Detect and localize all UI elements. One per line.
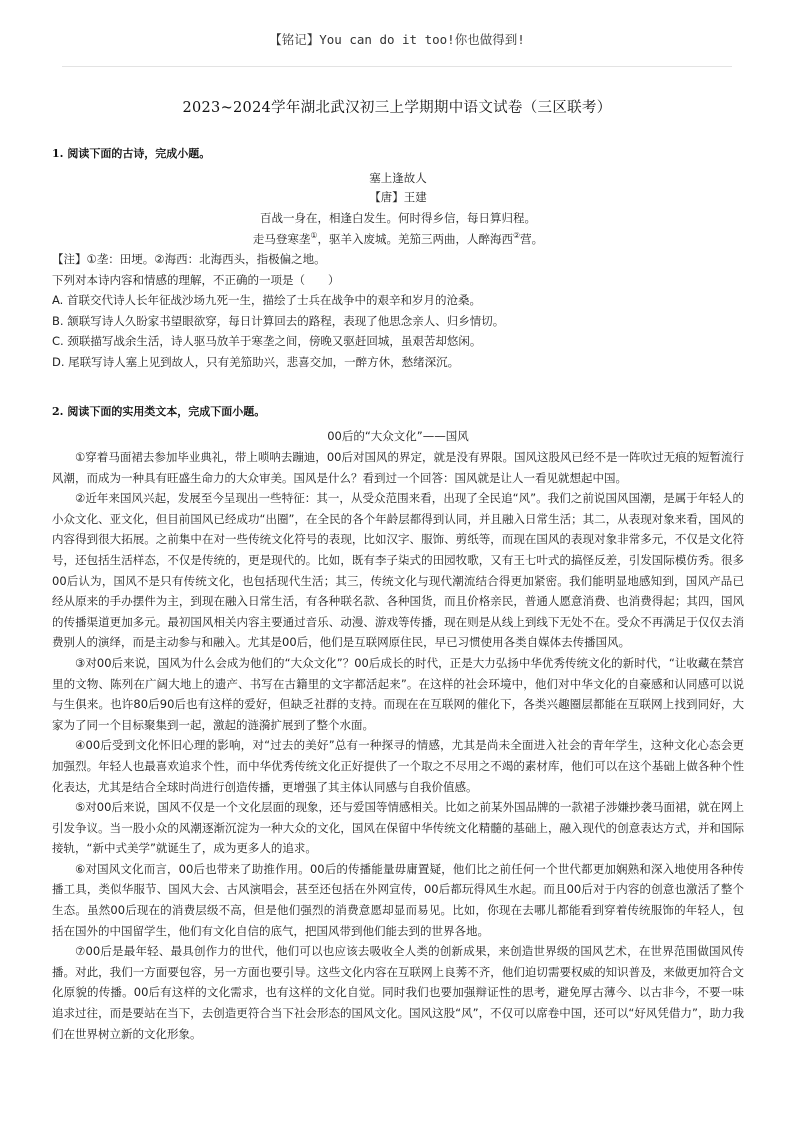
question-2-heading: 2. 阅读下面的实用类文本，完成下面小题。 xyxy=(52,405,266,418)
poem-line-2-part-a: 走马登寒垄 xyxy=(252,232,311,246)
article-paragraph-4: ④00后受到文化怀旧心理的影响，对“过去的美好”总有一种探寻的情感，尤其是尚未全面进入社会的青年学生，这种文化心态会更加强烈。年轻人也最喜欢追求个性，而中华优秀传统文化正好提供了一个取之不尽用之不竭的素材库，他们可以在这个基础上做各种个性化表达，尤其是结合全球时尚进行创造传播，更增强了其主体认同感与自我价值感。 xyxy=(52,738,744,794)
poem-author: 【唐】王建 xyxy=(369,190,427,204)
article-paragraph-6: ⑥对国风文化而言，00后也带来了助推作用。00后的传播能量毋庸置疑，他们比之前任何一个世代都更加娴熟和深入地使用各种传播工具，类似华服节、国风大会、古风演唱会，甚至还包括在外网宣传，00后都玩得风生水起。而且00后对于内容的创意也激活了整个生态。虽然00后现在的消费层级不高，但是他们强烈的消费意愿却显而易见。比如，你现在去哪儿都能看到穿着传统服饰的年轻人，包括在国外的中国留学生，他们有文化自信的底气，把国风带到他们能去到的世界各地。 xyxy=(52,861,744,938)
article-paragraph-5: ⑤对00后来说，国风不仅是一个文化层面的现象，还与爱国等情感相关。比如之前某外国品牌的一款裙子涉嫌抄袭马面裙，就在网上引发争议。当一股小众的风潮逐渐沉淀为一种大众的文化，国风在保留中华传统文化精髓的基础上，融入现代的创意表达方式，并和国际接轨，“新中式美学”就诞生了，成为更多人的追求。 xyxy=(52,800,744,856)
poem-line-1: 百战一身在，相逢白发生。何时得乡信，每日算归程。 xyxy=(260,211,536,225)
poem-line-2 xyxy=(52,230,744,249)
poem-note: 【注】①垄：田埂。②海西：北海西头，指极偏之地。 xyxy=(52,252,326,266)
option-d: D. 尾联写诗人塞上见到故人，只有羌笳助兴，悲喜交加，一醉方休，愁绪深沉。 xyxy=(52,354,460,369)
article-paragraph-3: ③对00后来说，国风为什么会成为他们的“大众文化”？00后成长的时代，正是大力弘扬中华优秀传统文化的新时代，“让收藏在禁宫里的文物、陈列在广阔大地上的遗产、书写在古籍里的文字都活起来”。在这样的社会环境中，他们对中华文化的自豪感和认同感可以说与生俱来。也许80后90后也有这样的爱好，但缺乏社群的支持。而现在在互联网的催化下，各类兴趣圈层都能在互联网上找到同好，大家为了同一个目标聚集到一起，激起的涟漪扩展到了整个水面。 xyxy=(52,655,744,732)
article-paragraph-1: ①穿着马面裙去参加毕业典礼，带上唢呐去蹦迪，00后对国风的界定，就是没有界限。国风这股风已经不是一阵吹过无痕的短暂流行风潮，而成为一种具有旺盛生命力的大众审美。国风是什么？看到过一个回答：国风就是让人一看见就想起中国。 xyxy=(52,450,744,485)
option-c: C. 颈联描写战余生活，诗人驱马放羊于寒垄之间，傍晚又驱赶回城，虽艰苦却悠闲。 xyxy=(52,334,482,349)
option-b: B. 颔联写诗人久盼家书望眼欲穿，每日计算回去的路程，表现了他思念亲人、归乡情切。 xyxy=(52,313,505,328)
question-1-prompt: 下列对本诗内容和情感的理解，不正确的一项是（ ） xyxy=(52,272,340,287)
poem-title: 塞上逢故人 xyxy=(369,171,427,185)
article-title: 00后的“大众文化”——国风 xyxy=(327,429,469,443)
question-2 xyxy=(52,403,744,1044)
question-1 xyxy=(52,145,744,373)
poem-line-2-part-b: ，驱羊入废城。羌笳三两曲，人醉海西 xyxy=(317,232,513,246)
poem-line-2-part-c: 营。 xyxy=(520,232,544,246)
article-paragraph-7: ⑦00后是最年轻、最具创作力的世代，他们可以也应该去吸收全人类的创新成果，来创造世界级的国风艺术，在世界范围做国风传播。对此，我们一方面要包容，另一方面也要引导。这些文化内容在互联网上良莠不齐，他们迫切需要权威的知识普及，来做更加符合文化原貌的传播。00后有这样的文化需求，也有这样的文化自觉。同时我们也要加强辩证性的思考，避免厚古薄今、以古非今，不要一味追求过往，而是要站在当下，去创造更符合当下社会形态的国风文化。国风这股“风”，不仅可以席卷中国，还可以“好风凭借力”，助力我们在世界树立新的文化形象。 xyxy=(52,944,744,1041)
header-divider xyxy=(62,66,732,67)
option-a: A. 首联交代诗人长年征战沙场九死一生，描绘了士兵在战争中的艰辛和岁月的沧桑。 xyxy=(52,293,481,308)
header-motto: 【铭记】You can do it too!你也做得到! xyxy=(269,32,525,47)
footnote-mark-1: ① xyxy=(310,231,318,241)
footnote-mark-2: ② xyxy=(513,231,521,241)
document-title: 2023~2024学年湖北武汉初三上学期期中语文试卷（三区联考） xyxy=(182,100,612,116)
question-1-heading: 1. 阅读下面的古诗，完成小题。 xyxy=(52,147,211,160)
article-paragraph-2: ②近年来国风兴起，发展至今呈现出一些特征：其一，从受众范围来看，出现了全民追“风”。我们之前说国风国潮，是属于年轻人的小众文化、亚文化，但目前国风已经成功“出圈”，在全民的各个年龄层都得到认同，并且融入日常生活；其二，从表现对象来看，国风的内容得到很大拓展。之前集中在对一些传统文化符号的表现，比如汉字、服饰、剪纸等，而现在国风的表现对象非常多元，不仅是文化符号，还包括生活样态，不仅是传统的，更是现代的。比如，既有李子柒式的田园牧歌，又有王七叶式的搞怪反差，引发国际模仿秀。很多00后认为，国风不是只有传统文化，也包括现代生活；其三，传统文化与现代潮流结合得更加紧密。我们能明显地感知到，国风产品已经从原来的手办摆件为主，到现在融入日常生活，有各种联名款、各种国货，而且价格亲民，普通人愿意消费、也消费得起；其四，国风的传播渠道更加多元。最初国风相关内容主要通过音乐、动漫、游戏等传播，现在则是从线上到线下无处不在。受众不再满足于仅仅去消费别人的演绎，而是主动参与和融入。尤其是00后，他们是互联网原住民，早已习惯使用各类自媒体去传播国风。 xyxy=(52,491,744,650)
